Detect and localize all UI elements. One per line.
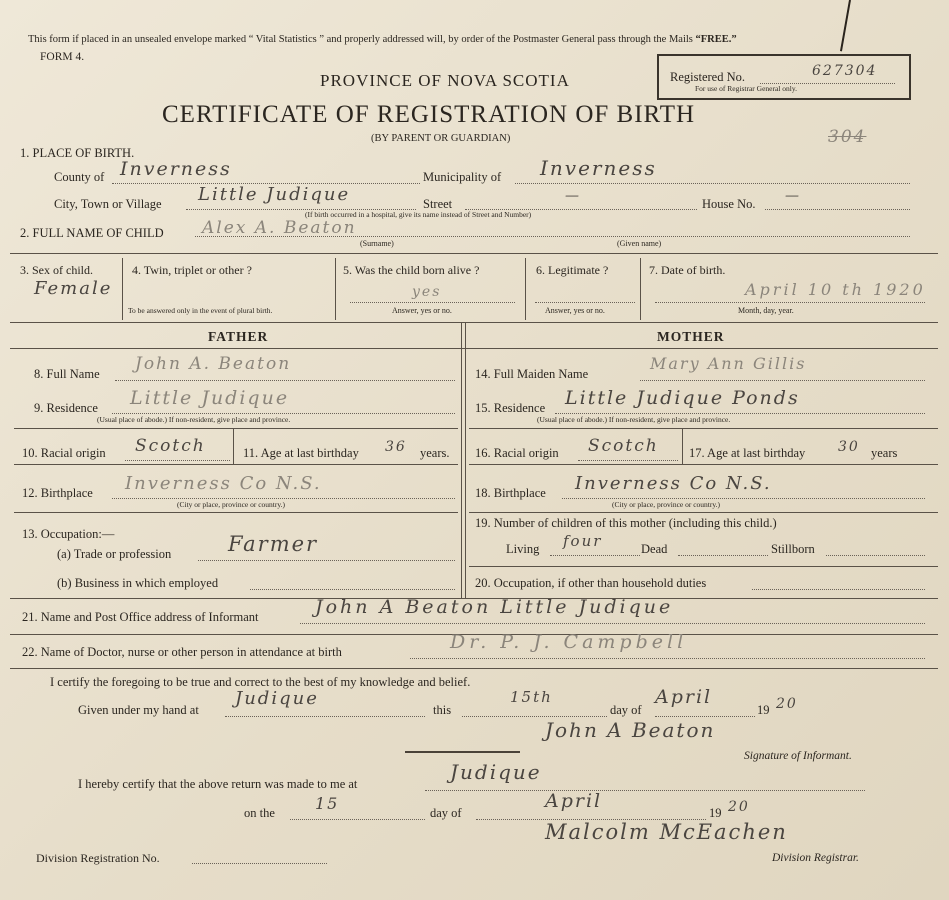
father-residence-label: 9. Residence [34,401,98,415]
postal-notice-text: This form if placed in an unsealed envelope marked “ Vital Statistics ” and properly addressed will, by order of the Postmaster General pass through the Mails [28,34,693,45]
municipality-line [515,183,910,184]
living-line [550,555,640,556]
father-residence-value: Little Judique [130,387,290,409]
father-divider-2 [14,464,458,465]
father-business-label: (b) Business in which employed [57,576,219,590]
informant-value: John A Beaton Little Judique [315,596,674,618]
mother-birthplace-value: Inverness Co N.S. [575,473,772,494]
certificate-title: CERTIFICATE OF REGISTRATION OF BIRTH [162,101,696,128]
sex-value: Female [34,278,113,299]
municipality-label: Municipality of [423,170,502,184]
mother-divider-1 [469,428,938,429]
alive-line [350,302,515,303]
mother-occupation-label: 20. Occupation, if other than household duties [475,576,707,590]
father-name-line [115,380,455,381]
certify-month-line [655,716,755,717]
father-birthplace-note: (City or place, province or country.) [177,500,286,509]
father-birthplace-label: 12. Birthplace [22,486,93,500]
father-residence-line [112,413,455,414]
father-race-value: Scotch [135,436,206,456]
postal-notice-free: “FREE.” [695,34,737,45]
child-name-line [195,236,910,237]
mother-race-label: 16. Racial origin [475,446,559,460]
corner-number: 304 [828,127,867,147]
doctor-line [410,658,925,659]
mother-race-value: Scotch [588,436,659,456]
row3-sep-3 [525,258,526,320]
row3-sep-1 [122,258,123,320]
house-line [765,209,910,210]
living-label: Living [506,542,540,556]
mother-birthplace-label: 18. Birthplace [475,486,546,500]
date-of-birth-value: April 10 th 1920 [745,280,926,299]
registrar-day-value: 15 [315,794,340,813]
mother-residence-line [555,413,925,414]
mother-residence-label: 15. Residence [475,401,546,415]
registrar-place-value: Judique [450,760,542,784]
mother-residence-value: Little Judique Ponds [565,387,800,409]
mother-divider-4 [469,566,938,567]
row3-sep-4 [640,258,641,320]
certify-year-value: 20 [776,696,798,712]
date-of-birth-label: 7. Date of birth. [649,263,726,277]
division-registrar-label: Division Registrar. [772,852,859,864]
mother-age-label: 17. Age at last birthday [689,446,806,460]
stillborn-line [826,555,925,556]
doctor-label: 22. Name of Doctor, nurse or other person in attendance at birth [22,645,342,659]
county-label: County of [54,170,105,184]
street-value: — [565,188,581,204]
divider-row3-top [10,253,938,254]
father-race-label: 10. Racial origin [22,446,106,460]
dead-label: Dead [641,542,668,556]
city-label: City, Town or Village [54,197,162,211]
certify-month-value: April [655,686,713,708]
certify-statement: I certify the foregoing to be true and correct to the best of my knowledge and belief. [50,675,471,689]
father-business-line [250,589,455,590]
registrar-signature: Malcolm McEachen [545,820,788,844]
mother-abode-note: (Usual place of abode.) If non-resident, give place and province. [537,415,731,424]
mother-divider-2 [469,464,938,465]
province-heading: PROVINCE OF NOVA SCOTIA [320,71,570,90]
registrar-place-line [425,790,865,791]
informant-line [300,623,925,624]
legitimate-label: 6. Legitimate ? [536,263,609,277]
house-value: — [785,188,801,204]
legitimate-line [535,302,635,303]
certify-day-value: 15th [510,688,553,706]
parents-center-divider-2 [465,322,466,598]
mother-name-line [640,380,925,381]
county-value: Inverness [120,158,232,180]
alive-value: yes [412,284,442,300]
ink-stroke [840,0,851,51]
stillborn-label: Stillborn [771,542,815,556]
father-abode-note: (Usual place of abode.) If non-resident, give place and province. [97,415,291,424]
postal-notice [28,35,737,46]
father-trade-value: Farmer [228,532,319,556]
twin-note: To be answered only in the event of plural birth. [128,306,273,315]
mother-children-label: 19. Number of children of this mother (including this child.) [475,516,777,530]
twin-label: 4. Twin, triplet or other ? [132,263,252,277]
father-trade-line [198,560,455,561]
mother-divider-3 [469,512,938,513]
certify-year-prefix: 19 [757,703,770,717]
signature-stub-line [405,751,520,753]
informant-signature: John A Beaton [545,718,716,742]
registrar-year-prefix: 19 [709,806,722,820]
mother-birthplace-line [562,498,925,499]
father-name-label: 8. Full Name [34,367,100,381]
given-under-label: Given under my hand at [78,703,199,717]
father-birthplace-line [112,498,455,499]
certificate-subtitle: (BY PARENT OR GUARDIAN) [371,133,511,144]
father-divider-3 [14,512,458,513]
father-heading: FATHER [208,329,269,344]
alive-note: Answer, yes or no. [392,306,452,315]
mother-name-value: Mary Ann Gillis [650,354,807,373]
given-place-line [225,716,425,717]
parents-center-divider [461,322,462,598]
child-name-label: 2. FULL NAME OF CHILD [20,226,164,240]
municipality-value: Inverness [540,156,657,180]
informant-label: 21. Name and Post Office address of Informant [22,610,259,624]
given-place-value: Judique [235,688,319,709]
street-label: Street [423,197,453,211]
registrar-day-of-label: day of [430,806,462,820]
this-label: this [433,703,452,717]
father-divider-1 [14,428,458,429]
living-value: four [563,532,603,550]
divider-parents-header [10,348,938,349]
date-of-birth-note: Month, day, year. [738,306,794,315]
dead-line [678,555,768,556]
certify-day-line [462,716,607,717]
divider-parents-top [10,322,938,323]
alive-label: 5. Was the child born alive ? [343,263,480,277]
mother-name-label: 14. Full Maiden Name [475,367,589,381]
father-trade-label: (a) Trade or profession [57,547,172,561]
signature-informant-label: Signature of Informant. [744,750,852,762]
father-age-years: years. [420,446,450,460]
hospital-note: (If birth occurred in a hospital, give its name instead of Street and Number) [305,210,532,219]
mother-race-sep [682,428,683,464]
form-number: FORM 4. [40,51,85,63]
mother-race-line [578,460,678,461]
mother-age-value: 30 [838,439,860,455]
doctor-value: Dr. P. J. Campbell [450,631,688,653]
legitimate-note: Answer, yes or no. [545,306,605,315]
division-registration-no-line [192,863,327,864]
registered-no-label: Registered No. [670,70,745,84]
mother-age-years: years [871,446,898,460]
father-age-label: 11. Age at last birthday [243,446,359,460]
registered-no-value: 627304 [812,63,878,79]
division-registration-no-label: Division Registration No. [36,851,160,865]
city-value: Little Judique [198,184,351,205]
registrar-year-value: 20 [728,799,750,815]
child-name-value: Alex A. Beaton [202,218,357,238]
on-the-label: on the [244,806,275,820]
certify-day-of-label: day of [610,703,642,717]
place-of-birth-label: 1. PLACE OF BIRTH. [20,146,135,160]
mother-occupation-line [752,589,925,590]
mother-birthplace-note: (City or place, province or country.) [612,500,721,509]
registrar-general-note: For use of Registrar General only. [695,84,797,93]
father-birthplace-value: Inverness Co N.S. [125,473,322,494]
registrar-day-line [290,819,425,820]
father-race-sep [233,428,234,464]
registrar-statement: I hereby certify that the above return was made to me at [78,777,358,791]
father-occupation-label: 13. Occupation:— [22,527,115,541]
father-race-line [125,460,230,461]
father-age-value: 36 [385,439,407,455]
house-label: House No. [702,197,756,211]
father-name-value: John A. Beaton [135,354,292,374]
registrar-month-value: April [545,790,603,812]
sex-label: 3. Sex of child. [20,263,93,277]
row3-sep-2 [335,258,336,320]
divider-certify-top [10,668,938,669]
given-name-note: (Given name) [617,239,662,248]
date-of-birth-line [655,302,925,303]
mother-heading: MOTHER [657,329,725,344]
surname-note: (Surname) [360,239,394,248]
